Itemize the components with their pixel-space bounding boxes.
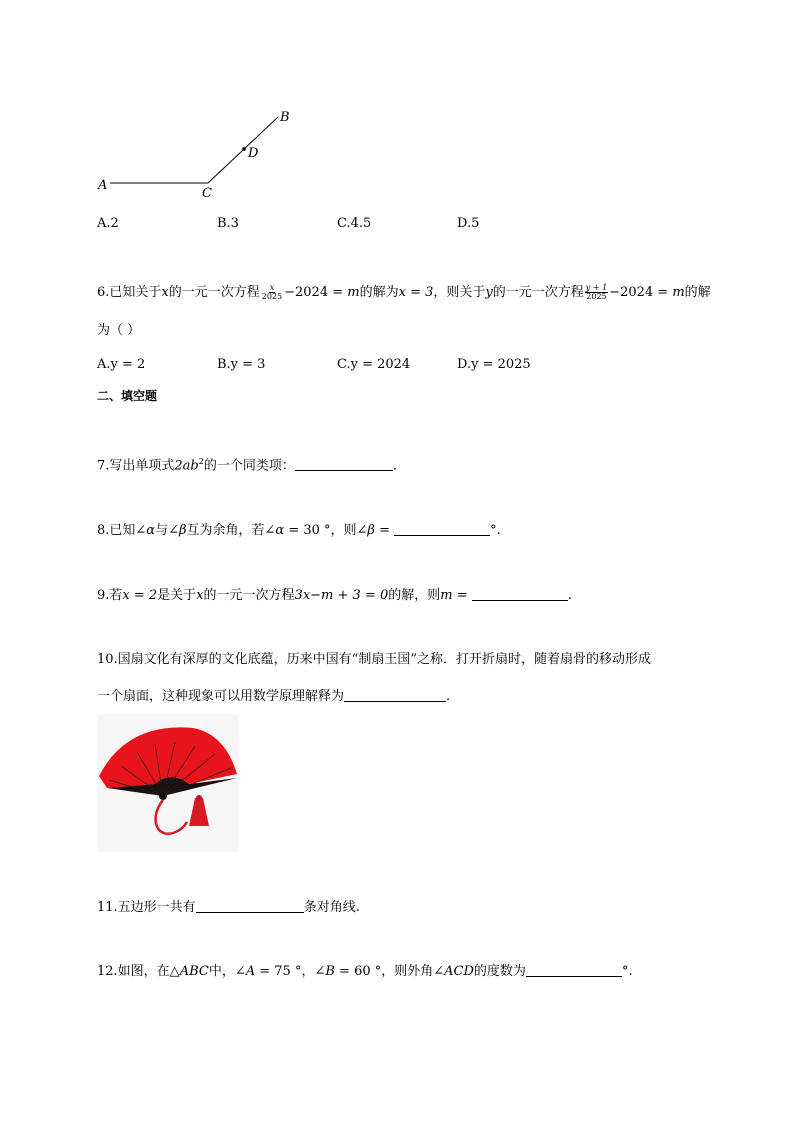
q10-line2: 一个扇面，这种现象可以用数学原理解释为 . [97, 689, 451, 704]
q11: 11.五边形一共有 条对角线. [97, 900, 360, 915]
q12: 12.如图，在△ABC中，∠A = 75 °，∠B = 60 °，则外角∠ACD的度数为 °. [97, 964, 633, 979]
label-c: C [202, 186, 212, 201]
q6-line1: 6.已知关于x的一元一次方程 $\frac{x}{2025}$ −2024 = m的解为x = 3，则关于y的一元一次方程 $\frac{y + 1}{2025}$ −2024 = m的解 [97, 283, 711, 301]
q5-option-c: C.4.5 [337, 216, 372, 231]
q9: 9.若x = 2是关于x的一元一次方程3x−m + 3 = 0的解，则m = . [97, 588, 572, 603]
fraction-2: $\frac{y + 1}{2025}$ [585, 283, 608, 301]
folding-fan-image [97, 714, 239, 852]
answer-blank-q9[interactable] [472, 586, 568, 601]
label-b: B [280, 110, 290, 125]
q7: 7.写出单项式$2ab^2$的一个同类项： . [97, 457, 397, 474]
q6-option-b: B.y = 3 [217, 357, 266, 372]
q5-option-a: A.2 [97, 216, 119, 231]
q6-option-c: C.y = 2024 [337, 357, 411, 372]
answer-blank-q7[interactable] [295, 456, 393, 471]
q5-option-d: D.5 [457, 216, 480, 231]
answer-blank-q8[interactable] [394, 521, 490, 536]
q10-line1: 10.国扇文化有深厚的文化底蕴，历来中国有“制扇王国”之称．打开折扇时，随着扇骨的移动形成 [97, 652, 651, 667]
answer-blank-q11[interactable] [196, 898, 304, 913]
q5-option-b: B.3 [217, 216, 239, 231]
q6-option-a: A.y = 2 [97, 357, 146, 372]
fraction-1: $\frac{x}{2025}$ [261, 283, 283, 301]
section-title-fill-blank: 二、填空题 [97, 389, 158, 403]
fan-pivot [159, 792, 167, 800]
angle-figure [90, 105, 310, 205]
answer-blank-q10[interactable] [344, 687, 446, 702]
q8: 8.已知∠α与∠β互为余角，若∠α = 30 °，则∠β = °. [97, 523, 501, 538]
q6-option-d: D.y = 2025 [457, 357, 531, 372]
label-d: D [248, 146, 259, 161]
q6-line2: 为（ ） [97, 323, 141, 338]
label-a: A [98, 178, 108, 193]
point-d [242, 147, 246, 151]
answer-blank-q12[interactable] [526, 962, 622, 977]
